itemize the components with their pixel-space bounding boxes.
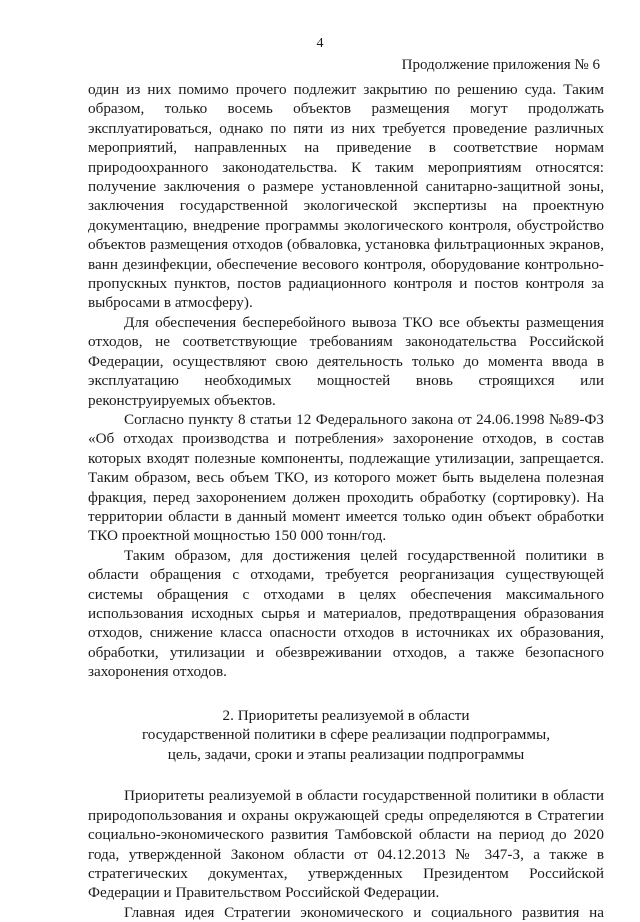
section-heading-line-1: 2. Приоритеты реализуемой в области (222, 706, 470, 724)
paragraph-1: один из них помимо прочего подлежит закрытию по решению суда. Таким образом, только восемь объектов размещения могут продолжать эксплуатироваться, однако по пяти из них требуется проведение различных мероприятий, направленных на приведение в соответствие нормам природоохранного законодательства. К таким мероприятиям относятся: получение заключения о размере установленной санитарно-защитной зоны, заключения государственной экологической экспертизы на проектную документацию, внедрение программы экологического контроля, обустройство объектов размещения отходов (обваловка, установка фильтрационных экранов, ванн дезинфекции, обеспечение весового контроля, оборудование контрольно-пропускных пунктов, постов радиационного контроля и постов контроля за выбросами в атмосферу). (88, 81, 604, 312)
attachment-note: Продолжение приложения № 6 (401, 57, 600, 73)
paragraph-4: Таким образом, для достижения целей государственной политики в области обращения с отходами, требуется реорганизация существующей системы обращения с отходами в целях обеспечения максимального использования исходных сырья и материалов, предотвращения образования отходов, снижение класса опасности отходов в источниках их образования, обработки, утилизации и обезвреживании отходов, а также безопасного захоронения отходов. (88, 546, 604, 681)
section-heading (88, 706, 604, 765)
page-number: 4 (316, 36, 324, 51)
section-paragraph-2: Главная идея Стратегии экономического и социального развития на (124, 903, 604, 921)
section-heading-line-2: государственной политики в сфере реализации подпрограммы, (141, 726, 551, 744)
paragraph-3: Согласно пункту 8 статьи 12 Федерального закона от 24.06.1998 №89-ФЗ «Об отходах производства и потребления» захоронение отходов, в состав которых входят полезные компоненты, подлежащие утилизации, запрещается. Таким образом, весь объем ТКО, из которого может быть выделена полезная фракция, перед захоронением должен проходить обработку (сортировку). На территории области в данный момент имеется только один объект обработки ТКО проектной мощностью 150 000 тонн/год. (88, 410, 604, 545)
body-text (88, 80, 604, 922)
section-paragraph-1: Приоритеты реализуемой в области государственной политики в области природопользования и охраны окружающей среды определяются в Стратегии социально-экономического развития Тамбовской области на период до 2020 года, утвержденной Законом области от 04.12.2013 № 347-З, а также в стратегических документах, утвержденных Президентом Российской Федерации и Правительством Российской Федерации. (88, 787, 604, 902)
section-heading-line-3: цель, задачи, сроки и этапы реализации подпрограммы (167, 745, 525, 763)
paragraph-2: Для обеспечения бесперебойного вывоза ТКО все объекты размещения отходов, не соответствующие требованиям законодательства Российской Федерации, осуществляют свою деятельность только до момента ввода в эксплуатацию необходимых мощностей вновь строящихся или реконструируемых объектов. (88, 313, 604, 409)
